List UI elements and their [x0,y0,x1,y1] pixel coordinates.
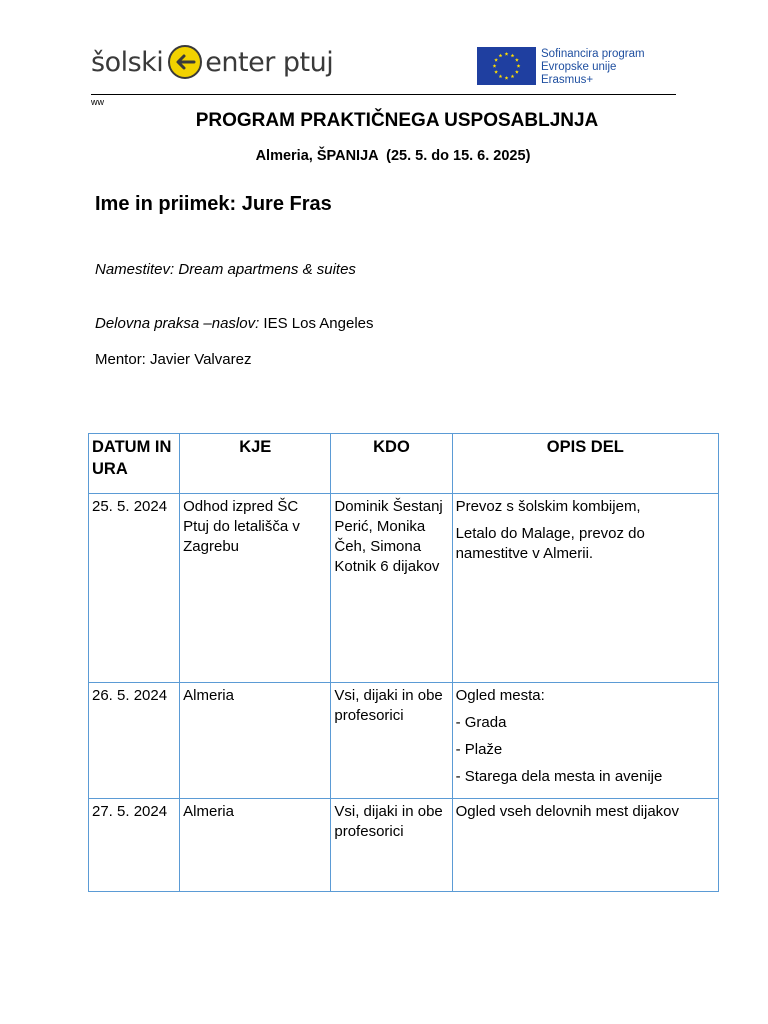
school-logo [91,42,333,82]
header-where: KJE [180,434,331,494]
eu-text-line-2: Evropske unije [541,61,617,73]
header-description: OPIS DEL [452,434,718,494]
cell-who: Vsi, dijaki in obe profesorici [331,799,452,892]
eu-flag-icon [477,47,536,85]
cell-description [452,799,718,892]
table-header-row [89,434,719,494]
description-line: Letalo do Malage, prevoz do namestitve v Almerii. [455,525,645,562]
cell-where: Almeria [180,799,331,892]
document-title: PROGRAM PRAKTIČNEGA USPOSABLJNJA [195,110,599,131]
cell-who: Vsi, dijaki in obe profesorici [331,683,452,799]
description-line: Prevoz s šolskim kombijem, [455,498,641,515]
cell-date: 25. 5. 2024 [89,494,180,683]
description-line: - Starega dela mesta in avenije [455,768,663,785]
student-name: Ime in priimek: Jure Fras [95,193,332,215]
description-line: Ogled mesta: [455,687,545,704]
table-row [89,799,719,892]
description-line: Ogled vseh delovnih mest dijakov [455,803,680,820]
document-header [91,38,676,95]
header-date: DATUM IN URA [89,434,180,494]
cell-who: Dominik Šestanj Perić, Monika Čeh, Simona Kotnik 6 dijakov [331,494,452,683]
cell-where: Almeria [180,683,331,799]
cell-date: 27. 5. 2024 [89,799,180,892]
table-row [89,683,719,799]
cell-description [452,494,718,683]
school-logo-c-arrow-icon [167,44,203,80]
mentor-line: Mentor: Javier Valvarez [95,351,252,368]
description-line: - Grada [455,714,507,731]
school-logo-text-after: enter ptuj [205,46,334,78]
eu-text-line-3: Erasmus+ [541,74,594,86]
cell-description [452,683,718,799]
eu-erasmus-logo [477,47,645,87]
eu-text-line-1: Sofinancira program [541,48,645,60]
schedule-table [88,433,719,892]
tiny-mark: ww [91,97,104,107]
description-line: - Plaže [455,741,503,758]
header-who: KDO [331,434,452,494]
cell-where: Odhod izpred ŠC Ptuj do letališča v Zagrebu [180,494,331,683]
school-logo-text-before: šolski [91,46,164,78]
workplace-value: IES Los Angeles [259,315,374,332]
cell-date: 26. 5. 2024 [89,683,180,799]
workplace-line [95,315,374,332]
workplace-label: Delovna praksa –naslov: [95,315,260,332]
accommodation-line: Namestitev: Dream apartmens & suites [95,261,356,278]
table-row [89,494,719,683]
document-subtitle: Almeria, ŠPANIJA (25. 5. do 15. 6. 2025) [255,148,531,164]
eu-funding-text [541,48,645,87]
